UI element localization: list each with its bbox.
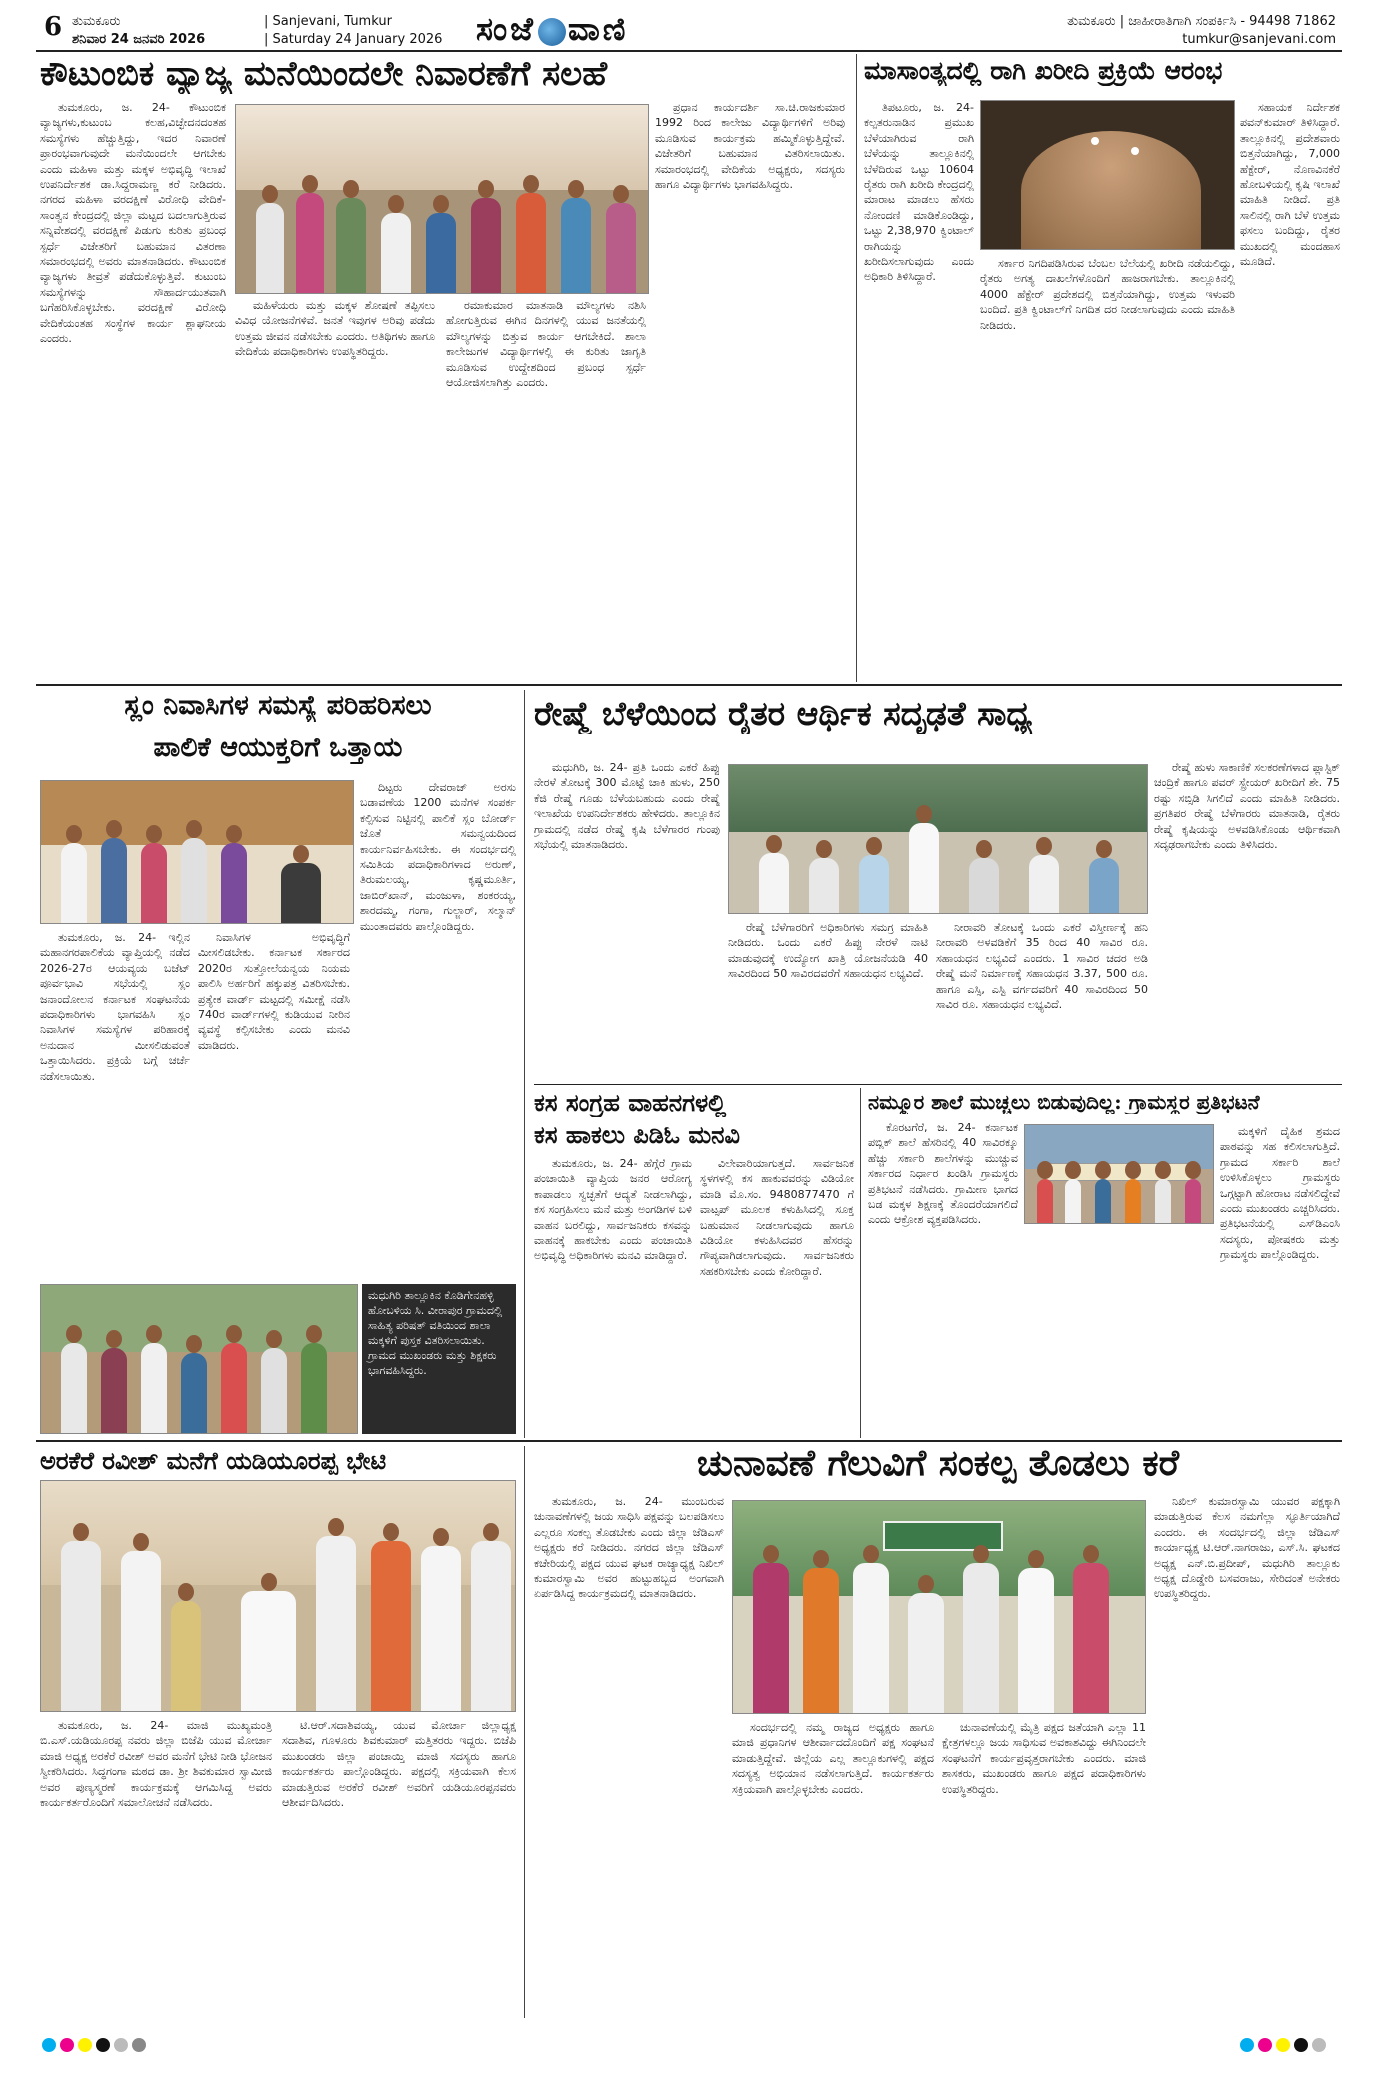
article-body	[1240, 100, 1340, 676]
registration-dot	[132, 2038, 146, 2052]
print-registration	[36, 2030, 1342, 2060]
article-text: ಮಕ್ಕಳಿಗೆ ದೈಹಿಕ ಶ್ರಮದ ಪಾಠವನ್ನು ಸಹ ಕಲಿಸಲಾಗುತ್ತಿದೆ. ಗ್ರಾಮದ ಸರ್ಕಾರಿ ಶಾಲೆ ಉಳಿಸಿಕೊಳ್ಳಲು ಗ್ರಾಮಸ್ಥರು ಒಗ್ಗಟ್ಟಾಗಿ ಹೋರಾಟ ನಡೆಸಲಿದ್ದೇವೆ ಎಂದು ಮುಖಂಡರು ಎಚ್ಚರಿಸಿದರು. ಪ್ರತಿಭಟನೆಯಲ್ಲಿ ಎಸ್‌ಡಿಎಂಸಿ ಸದಸ್ಯರು, ಪೋಷಕರು ಮತ್ತು ಗ್ರಾಮಸ್ಥರು ಪಾಲ್ಗೊಂಡಿದ್ದರು.	[1220, 1125, 1340, 1262]
article-text: ಟಿ.ಆರ್.ಸದಾಶಿವಯ್ಯ, ಯುವ ಮೋರ್ಚಾ ಜಿಲ್ಲಾಧ್ಯಕ್ಷ ಸದಾಶಿವ, ಗೂಳೂರು ಶಿವಕುಮಾರ್ ಮತ್ತಿತರರು ಇದ್ದರು. ಬಿಜೆಪಿ ಮುಖಂಡರು ಜಿಲ್ಲಾ ಪಂಚಾಯ್ತಿ ಮಾಜಿ ಸದಸ್ಯರು ಹಾಗೂ ಕಾರ್ಯಕರ್ತರು ಪಾಲ್ಗೊಂಡಿದ್ದರು. ಪಕ್ಷದಲ್ಲಿ ಸಕ್ರಿಯವಾಗಿ ಕೆಲಸ ಮಾಡುತ್ತಿರುವ ಅರಕೆರೆ ರವೀಶ್ ಅವರಿಗೆ ಯಡಿಯೂರಪ್ಪನವರು ಆಶೀರ್ವದಿಸಿದರು.	[282, 1719, 516, 1810]
masthead-rule	[36, 50, 1342, 52]
article-text: ನೀರಾವರಿ ತೋಟಕ್ಕೆ ಒಂದು ಎಕರೆ ವಿಸ್ತೀರ್ಣಕ್ಕೆ ಹನಿ ನೀರಾವರಿ ಅಳವಡಿಕೆಗೆ 35 ರಿಂದ 40 ಸಾವಿರ ರೂ. ಸಹಾಯಧನ ಲಭ್ಯವಿದೆ ಎಂದರು. 1 ಸಾವಿರ ಚದರ ಅಡಿ ರೇಷ್ಮೆ ಮನೆ ನಿರ್ಮಾಣಕ್ಕೆ ಸಹಾಯಧನ 3.37, 500 ರೂ. ಹಾಗೂ ಎಸ್ಸಿ, ಎಸ್ಟಿ ವರ್ಗದವರಿಗೆ 40 ಸಾವಿರದಿಂದ 50 ಸಾವಿರ ರೂ. ಸಹಾಯಧನ ಲಭ್ಯವಿದೆ.	[936, 921, 1148, 1012]
section-divider	[36, 684, 1342, 686]
article-text: ಸಂದರ್ಭದಲ್ಲಿ ನಮ್ಮ ರಾಜ್ಯದ ಅಧ್ಯಕ್ಷರು ಹಾಗೂ ಮಾಜಿ ಪ್ರಧಾನಿಗಳ ಆಶೀರ್ವಾದದೊಂದಿಗೆ ಪಕ್ಷ ಸಂಘಟನೆ ಮಾಡುತ್ತಿದ್ದೇವೆ. ಜಿಲ್ಲೆಯ ಎಲ್ಲ ತಾಲ್ಲೂಕುಗಳಲ್ಲಿ ಪಕ್ಷದ ಸದಸ್ಯತ್ವ ಅಭಿಯಾನ ನಡೆಸಲಾಗುತ್ತಿದೆ. ಕಾರ್ಯಕರ್ತರು ಸಕ್ರಿಯವಾಗಿ ಪಾಲ್ಗೊಳ್ಳಬೇಕು ಎಂದರು.	[732, 1721, 934, 1796]
article-text: ತುಮಕೂರು, ಜ. 24- ಮುಂಬರುವ ಚುನಾವಣೆಗಳಲ್ಲಿ ಜಯ ಸಾಧಿಸಿ ಪಕ್ಷವನ್ನು ಬಲಪಡಿಸಲು ಎಲ್ಲರೂ ಸಂಕಲ್ಪ ತೊಡಬೇಕು ಎಂದು ಜಿಲ್ಲಾ ಜೆಡಿಎಸ್ ಅಧ್ಯಕ್ಷರು ಕರೆ ನೀಡಿದರು. ನಗರದ ಜಿಲ್ಲಾ ಜೆಡಿಎಸ್ ಕಚೇರಿಯಲ್ಲಿ ಪಕ್ಷದ ಯುವ ಘಟಕ ರಾಜ್ಯಾಧ್ಯಕ್ಷ ನಿಖಿಲ್ ಕುಮಾರಸ್ವಾಮಿ ಅವರ ಹುಟ್ಟುಹಬ್ಬದ ಅಂಗವಾಗಿ ಏರ್ಪಡಿಸಿದ್ದ ಕಾರ್ಯಕ್ರಮದಲ್ಲಿ ಮಾತನಾಡಿದರು.	[534, 1495, 724, 1601]
article-body	[942, 1720, 1146, 2014]
article-text: ಸರ್ಕಾರ ನಿಗದಿಪಡಿಸಿರುವ ಬೆಂಬಲ ಬೆಲೆಯಲ್ಲಿ ಖರೀದಿ ನಡೆಯಲಿದ್ದು, ರೈತರು ಅಗತ್ಯ ದಾಖಲೆಗಳೊಂದಿಗೆ ಹಾಜರಾಗಬೇಕು. ತಾಲ್ಲೂಕಿನಲ್ಲಿ 4000 ಹೆಕ್ಟೇರ್ ಪ್ರದೇಶದಲ್ಲಿ ಬಿತ್ತನೆಯಾಗಿದ್ದು, ಉತ್ತಮ ಇಳುವರಿ ಬಂದಿದೆ. ಪ್ರತಿ ಕ್ವಿಂಟಾಲ್‌ಗೆ ನಿಗದಿತ ದರ ನೀಡಲಾಗುವುದು ಎಂದು ಮಾಹಿತಿ ನೀಡಿದರು.	[980, 257, 1235, 332]
registration-dot	[60, 2038, 74, 2052]
article-headline: ಅರಕೆರೆ ರವೀಶ್ ಮನೆಗೆ ಯಡಿಯೂರಪ್ಪ ಭೇಟಿ	[40, 1446, 387, 1475]
masthead-date-kn: ಶನಿವಾರ 24 ಜನವರಿ 2026	[72, 32, 206, 47]
article-text: ಚುನಾವಣೆಯಲ್ಲಿ ಮೈತ್ರಿ ಪಕ್ಷದ ಜತೆಯಾಗಿ ಎಲ್ಲಾ 11 ಕ್ಷೇತ್ರಗಳಲ್ಲೂ ಜಯ ಸಾಧಿಸುವ ಅವಕಾಶವಿದ್ದು ಈಗಿನಿಂದಲೇ ಸಂಘಟನೆಗೆ ಕಾರ್ಯಪ್ರವೃತ್ತರಾಗಬೇಕು ಎಂದರು. ಮಾಜಿ ಶಾಸಕರು, ಮುಖಂಡರು ಹಾಗೂ ಪಕ್ಷದ ಪದಾಧಿಕಾರಿಗಳು ಉಪಸ್ಥಿತರಿದ್ದರು.	[942, 1721, 1146, 1796]
article-body	[40, 100, 226, 678]
registration-dot	[1294, 2038, 1308, 2052]
article-text: ಸಹಾಯಕ ನಿರ್ದೇಶಕ ಪವನ್‌ಕುಮಾರ್ ತಿಳಿಸಿದ್ದಾರೆ. ತಾಲ್ಲೂಕಿನಲ್ಲಿ ಪ್ರದೇಶವಾರು ಬಿತ್ತನೆಯಾಗಿದ್ದು, 7,000 ಹೆಕ್ಟೇರ್, ನೊಣವಿನಕೆರೆ ಹೋಬಳಿಯಲ್ಲಿ ಕೃಷಿ ಇಲಾಖೆ ಮಾಹಿತಿ ನೀಡಿದೆ. ಪ್ರತಿ ಸಾಲಿನಲ್ಲಿ ರಾಗಿ ಬೆಳೆ ಉತ್ತಮ ಫಸಲು ಬಂದಿದ್ದು, ರೈತರ ಮುಖದಲ್ಲಿ ಮಂದಹಾಸ ಮೂಡಿದೆ.	[1240, 101, 1340, 269]
registration-dot	[42, 2038, 56, 2052]
section-divider	[534, 1084, 1342, 1085]
article-body	[534, 760, 720, 1078]
article-text: ಮಹಿಳೆಯರು ಮತ್ತು ಮಕ್ಕಳ ಶೋಷಣೆ ತಪ್ಪಿಸಲು ವಿವಿಧ ಯೋಜನೆಗಳಿವೆ. ಜನತೆ ಇವುಗಳ ಅರಿವು ಪಡೆದು ಉತ್ತಮ ಜೀವನ ನಡೆಸಬೇಕು ಎಂದರು. ಅತಿಥಿಗಳು ಹಾಗೂ ವೇದಿಕೆಯ ಪದಾಧಿಕಾರಿಗಳು ಉಪಸ್ಥಿತರಿದ್ದರು.	[235, 299, 435, 359]
ad-contact: ತುಮಕೂರು | ಜಾಹೀರಾತಿಗಾಗಿ ಸಂಪರ್ಕಿಸಿ - 94498 71862	[1067, 14, 1336, 29]
globe-icon	[538, 18, 566, 46]
photo-silk-meeting	[728, 764, 1148, 914]
article-text: ನಿಖಿಲ್ ಕುಮಾರಸ್ವಾಮಿ ಯುವರ ಪಕ್ಷಕ್ಕಾಗಿ ಮಾಡುತ್ತಿರುವ ಕೆಲಸ ನಮಗೆಲ್ಲಾ ಸ್ಫೂರ್ತಿಯಾಗಿದೆ ಎಂದರು. ಈ ಸಂದರ್ಭದಲ್ಲಿ ಜಿಲ್ಲಾ ಜೆಡಿಎಸ್ ಕಾರ್ಯಾಧ್ಯಕ್ಷ ಟಿ.ಆರ್.ನಾಗರಾಜು, ಎಸ್.ಸಿ. ಘಟಕದ ಅಧ್ಯಕ್ಷ ಎನ್.ಬಿ.ಪ್ರದೀಪ್, ಮಧುಗಿರಿ ತಾಲ್ಲೂಕು ಅಧ್ಯಕ್ಷ ದೊಡ್ಡೇರಿ ಬಸವರಾಜು, ಸೇರಿದಂತೆ ಅನೇಕರು ಉಪಸ್ಥಿತರಿದ್ದರು.	[1154, 1495, 1340, 1601]
column-divider	[860, 1088, 861, 1438]
registration-dot	[1240, 2038, 1254, 2052]
article-body	[655, 100, 845, 678]
article-body	[868, 1120, 1018, 1436]
article-text: ತುಮಕೂರು, ಜ. 24- ಕೌಟುಂಬಿಕ ವ್ಯಾಜ್ಯಗಳು,ಕುಟುಂಬ ಕಲಹ,ವಿಚ್ಛೇದನದಂತಹ ಸಮಸ್ಯೆಗಳು ಹೆಚ್ಚುತ್ತಿದ್ದು, ಇದರ ನಿವಾರಣೆ ಪ್ರಾರಂಭವಾಗುವುದೇ ಮನೆಯಿಂದಲೇ ಆಗಬೇಕು ಎಂದು ಮಹಿಳಾ ಮತ್ತು ಮಕ್ಕಳ ಅಭಿವೃದ್ಧಿ ಇಲಾಖೆ ಉಪನಿರ್ದೇಶಕ ಡಾ.ಸಿದ್ದರಾಮಣ್ಣ ಕರೆ ನೀಡಿದರು. ನಗರದ ಮಹಿಳಾ ವರದಕ್ಷಿಣೆ ವಿರೋಧಿ ವೇದಿಕೆ-ಸಾಂತ್ವನ ಕೇಂದ್ರದಲ್ಲಿ ಜಿಲ್ಲಾ ಮಟ್ಟದ ಬದಲಾಗುತ್ತಿರುವ ಸನ್ನಿವೇಶದಲ್ಲಿ ವರದಕ್ಷಿಣೆ ಪಿಡುಗು ಕುರಿತು ಪ್ರಬಂಧ ಸ್ಪರ್ಧೆ ವಿಜೇತರಿಗೆ ಬಹುಮಾನ ವಿತರಣಾ ಸಮಾರಂಭದಲ್ಲಿ ಅವರು ಮಾತನಾಡಿದರು. ಕೌಟುಂಬಿಕ ವ್ಯಾಜ್ಯಗಳು ತೀವ್ರತೆ ಪಡೆದುಕೊಳ್ಳುತ್ತಿವೆ. ಕುಟುಂಬ ಸಮಸ್ಯೆಗಳನ್ನು ಸೌಹಾರ್ದಯುತವಾಗಿ ಬಗೆಹರಿಸಿಕೊಳ್ಳಬೇಕು. ವರದಕ್ಷಿಣೆ ವಿರೋಧಿ ವೇದಿಕೆಯಂತಹ ಸಂಸ್ಥೆಗಳ ಕಾರ್ಯ ಶ್ಲಾಘನೀಯ ಎಂದರು.	[40, 101, 226, 346]
email: tumkur@sanjevani.com	[1182, 32, 1336, 47]
masthead-brand: | Sanjevani, Tumkur	[264, 14, 392, 29]
article-text: ತುಮಕೂರು, ಜ. 24- ಹೆಗ್ಗೆರೆ ಗ್ರಾಮ ಪಂಚಾಯಿತಿ ವ್ಯಾಪ್ತಿಯ ಜನರ ಆರೋಗ್ಯ ಕಾಪಾಡಲು ಸ್ವಚ್ಛತೆಗೆ ಆದ್ಯತೆ ನೀಡಲಾಗಿದ್ದು, ಕಸ ಸಂಗ್ರಹಿಸಲು ಮನೆ ಮತ್ತು ಅಂಗಡಿಗಳ ಬಳಿ ವಾಹನ ಬರಲಿದ್ದು, ಸಾರ್ವಜನಿಕರು ಕಸವನ್ನು ವಾಹನಕ್ಕೆ ಹಾಕಬೇಕು ಎಂದು ಪಂಚಾಯಿತಿ ಅಭಿವೃದ್ಧಿ ಅಧಿಕಾರಿಗಳು ಮನವಿ ಮಾಡಿದ್ದಾರೆ.	[534, 1157, 692, 1263]
article-body	[700, 1156, 854, 1436]
article-body	[534, 1156, 692, 1436]
logo-left: ಸಂಜೆ	[476, 10, 536, 48]
article-text: ನಿವಾಸಿಗಳ ಅಭಿವೃದ್ಧಿಗೆ ಮೀಸಲಿಡಬೇಕು. ಕರ್ನಾಟಕ ಸರ್ಕಾರದ 2020ರ ಸುತ್ತೋಲೆಯನ್ವಯ ನಿಯಮ ಪಾಲಿಸಿ ಅರ್ಹರಿಗೆ ಹಕ್ಕುಪತ್ರ ವಿತರಿಸಬೇಕು. ಪ್ರತ್ಯೇಕ ವಾರ್ಡ್ ಮಟ್ಟದಲ್ಲಿ ಸಮೀಕ್ಷೆ ನಡೆಸಿ 740ರ ವಾರ್ಡ್‌ಗಳಲ್ಲಿ ಕುಡಿಯುವ ನೀರಿನ ವ್ಯವಸ್ಥೆ ಕಲ್ಪಿಸಬೇಕು ಎಂದು ಮನವಿ ಮಾಡಿದರು.	[198, 931, 350, 1052]
article-headline: ಮಾಸಾಂತ್ಯದಲ್ಲಿ ರಾಗಿ ಖರೀದಿ ಪ್ರಕ್ರಿಯೆ ಆರಂಭ	[864, 56, 1223, 85]
photo-ragi-heap	[980, 100, 1235, 250]
article-headline: ಚುನಾವಣೆ ಗೆಲುವಿಗೆ ಸಂಕಲ್ಪ ತೊಡಲು ಕರೆ	[696, 1442, 1180, 1484]
article-headline: ಕೌಟುಂಬಿಕ ವ್ಯಾಜ್ಯ ಮನೆಯಿಂದಲೇ ನಿವಾರಣೆಗೆ ಸಲಹೆ	[40, 54, 608, 94]
logo	[476, 10, 628, 49]
column-divider	[524, 690, 525, 1438]
article-text: ದಿಟ್ಟರು ದೇವರಾಜ್ ಅರಸು ಬಡಾವಣೆಯ 1200 ಮನೆಗಳ ಸಂಪರ್ಕ ಕಲ್ಪಿಸುವ ನಿಟ್ಟಿನಲ್ಲಿ ಪಾಲಿಕೆ ಸ್ಲಂ ಬೋರ್ಡ್ ಜೊತೆ ಸಮನ್ವಯದಿಂದ ಕಾರ್ಯನಿರ್ವಹಿಸಬೇಕು. ಈ ಸಂದರ್ಭದಲ್ಲಿ ಸಮಿತಿಯ ಪದಾಧಿಕಾರಿಗಳಾದ ಅರುಣ್, ತಿರುಮಲಯ್ಯ, ಕೃಷ್ಣಮೂರ್ತಿ, ಜಾಬಿರ್‌ಖಾನ್, ಮಂಜುಳಾ, ಶಂಕರಯ್ಯ, ಶಾರದಮ್ಮ, ಗಂಗಾ, ಗುಲ್ಜಾರ್, ಸಲ್ಮಾನ್ ಮುಂತಾದವರು ಪಾಲ್ಗೊಂಡಿದ್ದರು.	[360, 781, 516, 933]
article-body	[980, 256, 1235, 676]
article-body	[360, 780, 516, 1280]
registration-dot	[1276, 2038, 1290, 2052]
article-headline: ಕಸ ಹಾಕಲು ಪಿಡಿಓ ಮನವಿ	[534, 1120, 740, 1149]
photo-memorandum	[40, 780, 354, 924]
article-body	[936, 920, 1148, 1078]
article-body	[446, 298, 646, 678]
registration-dot	[114, 2038, 128, 2052]
article-text: ತುಮಕೂರು, ಜ. 24- ಇಲ್ಲಿನ ಮಹಾನಗರಪಾಲಿಕೆಯ ವ್ಯಾಪ್ತಿಯಲ್ಲಿ ನಡೆದ 2026-27ರ ಆಯವ್ಯಯ ಬಜೆಟ್ ಪೂರ್ವಭಾವಿ ಸಭೆಯಲ್ಲಿ ಸ್ಲಂ ಜನಾಂದೋಲನ ಕರ್ನಾಟಕ ಸಂಘಟನೆಯ ಪದಾಧಿಕಾರಿಗಳು ಭಾಗವಹಿಸಿ ಸ್ಲಂ ನಿವಾಸಿಗಳ ಸಮಸ್ಯೆಗಳ ಪರಿಹಾರಕ್ಕೆ ಅನುದಾನ ಮೀಸಲಿಡುವಂತೆ ಒತ್ತಾಯಿಸಿದರು. ಪ್ರಕ್ರಿಯೆ ಬಗ್ಗೆ ಚರ್ಚೆ ನಡೆಸಲಾಯಿತು.	[40, 931, 190, 1083]
article-headline: ಸ್ಲಂ ನಿವಾಸಿಗಳ ಸಮಸ್ಯೆ ಪರಿಹರಿಸಲು	[124, 690, 432, 721]
article-body	[282, 1718, 516, 2014]
article-text: ತಿಪಟೂರು, ಜ. 24- ಕಲ್ಪತರುನಾಡಿನ ಪ್ರಮುಖ ಬೆಳೆಯಾಗಿರುವ ರಾಗಿ ಬೆಳೆಯನ್ನು ತಾಲ್ಲೂಕಿನಲ್ಲಿ ಬೆಳೆದಿರುವ ಒಟ್ಟು 10604 ರೈತರು ರಾಗಿ ಖರೀದಿ ಕೇಂದ್ರದಲ್ಲಿ ಮಾರಾಟ ಮಾಡಲು ಹೆಸರು ನೋಂದಣಿ ಮಾಡಿಕೊಂಡಿದ್ದು, ಒಟ್ಟು 2,38,970 ಕ್ವಿಂಟಾಲ್ ರಾಗಿಯನ್ನು ಖರೀದಿಸಲಾಗುವುದು ಎಂದು ಅಧಿಕಾರಿ ತಿಳಿಸಿದ್ದಾರೆ.	[864, 101, 974, 284]
masthead-date-en: | Saturday 24 January 2026	[264, 32, 443, 47]
article-body	[1154, 760, 1340, 1078]
article-body	[1220, 1124, 1340, 1436]
registration-dot	[78, 2038, 92, 2052]
photo-jds-event	[732, 1500, 1146, 1714]
article-headline: ನಮ್ಮೂರ ಶಾಲೆ ಮುಚ್ಚಲು ಬಿಡುವುದಿಲ್ಲ: ಗ್ರಾಮಸ್ಥರ ಪ್ರತಿಭಟನೆ	[868, 1090, 1260, 1114]
article-body	[198, 930, 350, 1280]
photo-award-ceremony	[235, 104, 649, 294]
article-text: ವಿಲೇವಾರಿಯಾಗುತ್ತದೆ. ಸಾರ್ವಜನಿಕ ಸ್ಥಳಗಳಲ್ಲಿ ಕಸ ಹಾಕುವವರನ್ನು ವಿಡಿಯೋ ಮಾಡಿ ಮೊ.ಸಂ. 9480877470 ಗೆ ವಾಟ್ಸಪ್ ಮೂಲಕ ಕಳುಹಿಸಿದಲ್ಲಿ ಸೂಕ್ತ ಬಹುಮಾನ ನೀಡಲಾಗುವುದು ಹಾಗೂ ವಿಡಿಯೋ ಕಳುಹಿಸಿದವರ ಹೆಸರನ್ನು ಗೌಪ್ಯವಾಗಿಡಲಾಗುವುದು. ಸಾರ್ವಜನಿಕರು ಸಹಕರಿಸಬೇಕು ಎಂದು ಕೋರಿದ್ದಾರೆ.	[700, 1157, 854, 1278]
column-divider	[524, 1446, 525, 2018]
masthead	[36, 10, 1342, 48]
logo-right: ವಾಣಿ	[567, 10, 629, 48]
registration-dot	[1258, 2038, 1272, 2052]
column-divider	[856, 54, 857, 682]
article-text: ರೇಷ್ಮೆ ಬೆಳೆಗಾರರಿಗೆ ಅಧಿಕಾರಿಗಳು ಸಮಗ್ರ ಮಾಹಿತಿ ನೀಡಿದರು. ಒಂದು ಎಕರೆ ಹಿಪ್ಪು ನೇರಳೆ ನಾಟಿ ಮಾಡುವುದಕ್ಕೆ ಉದ್ಯೋಗ ಖಾತ್ರಿ ಯೋಜನೆಯಡಿ 40 ಸಾವಿರದಿಂದ 50 ಸಾವಿರದವರೆಗೆ ಸಹಾಯಧನ ಲಭ್ಯವಿದೆ.	[728, 921, 928, 981]
registration-dot	[96, 2038, 110, 2052]
article-text: ಮಧುಗಿರಿ, ಜ. 24- ಪ್ರತಿ ಒಂದು ಎಕರೆ ಹಿಪ್ಪು ನೇರಳೆ ತೋಟಕ್ಕೆ 300 ಮೊಟ್ಟೆ ಚಾಕಿ ಹುಳು, 250 ಕೆಜಿ ರೇಷ್ಮೆ ಗೂಡು ಬೆಳೆಯಬಹುದು ಎಂದು ರೇಷ್ಮೆ ಇಲಾಖೆಯ ಉಪನಿರ್ದೇಶಕರು ಹೇಳಿದರು. ತಾಲ್ಲೂಕಿನ ಗ್ರಾಮದಲ್ಲಿ ನಡೆದ ರೇಷ್ಮೆ ಕೃಷಿ ಬೆಳೆಗಾರರ ಗುಂಪು ಸಭೆಯಲ್ಲಿ ಮಾತನಾಡಿದರು.	[534, 761, 720, 852]
article-text: ಕೊರಟಗೆರೆ, ಜ. 24- ಕರ್ನಾಟಕ ಪಬ್ಲಿಕ್ ಶಾಲೆ ಹೆಸರಿನಲ್ಲಿ 40 ಸಾವಿರಕ್ಕೂ ಹೆಚ್ಚು ಸರ್ಕಾರಿ ಶಾಲೆಗಳನ್ನು ಮುಚ್ಚುವ ಸರ್ಕಾರದ ನಿರ್ಧಾರ ಖಂಡಿಸಿ ಗ್ರಾಮಸ್ಥರು ಪ್ರತಿಭಟನೆ ನಡೆಸಿದರು. ಗ್ರಾಮೀಣ ಭಾಗದ ಬಡ ಮಕ್ಕಳ ಶಿಕ್ಷಣಕ್ಕೆ ತೊಂದರೆಯಾಗಲಿದೆ ಎಂದು ಆಕ್ರೋಶ ವ್ಯಕ್ತಪಡಿಸಿದರು.	[868, 1121, 1018, 1227]
article-text: ರೇಷ್ಮೆ ಹುಳು ಸಾಕಾಣಿಕೆ ಸಲಕರಣೆಗಳಾದ ಪ್ಲಾಸ್ಟಿಕ್ ಚಂದ್ರಿಕೆ ಹಾಗೂ ಪವರ್ ಸ್ಪ್ರೇಯರ್ ಖರೀದಿಗೆ ಶೇ. 75 ರಷ್ಟು ಸಬ್ಸಿಡಿ ಸಿಗಲಿದೆ ಎಂದು ಮಾಹಿತಿ ನೀಡಿದರು. ಪ್ರಗತಿಪರ ರೇಷ್ಮೆ ಬೆಳೆಗಾರರು ಮಾತನಾಡಿ, ರೈತರು ರೇಷ್ಮೆ ಕೃಷಿಯನ್ನು ಅಳವಡಿಸಿಕೊಂಡು ಆರ್ಥಿಕವಾಗಿ ಸದೃಢರಾಗಬೇಕು ಎಂದು ತಿಳಿಸಿದರು.	[1154, 761, 1340, 852]
article-body	[732, 1720, 934, 2014]
article-headline: ರೇಷ್ಮೆ ಬೆಳೆಯಿಂದ ರೈತರ ಆರ್ಥಿಕ ಸದೃಢತೆ ಸಾಧ್ಯ	[534, 694, 1033, 733]
photo-leaders-visit	[40, 1480, 516, 1712]
article-body	[1154, 1494, 1340, 2014]
article-body	[235, 298, 435, 678]
article-text: ರಮಾಕುಮಾರ ಮಾತನಾಡಿ ಮೌಲ್ಯಗಳು ನಶಿಸಿ ಹೋಗುತ್ತಿರುವ ಈಗಿನ ದಿನಗಳಲ್ಲಿ ಯುವ ಜನತೆಯಲ್ಲಿ ಮೌಲ್ಯಗಳನ್ನು ಬಿತ್ತುವ ಕಾರ್ಯ ಆಗಬೇಕಿದೆ. ಶಾಲಾ ಕಾಲೇಜುಗಳ ವಿದ್ಯಾರ್ಥಿಗಳಲ್ಲಿ ಈ ಕುರಿತು ಜಾಗೃತಿ ಮೂಡಿಸುವ ಉದ್ದೇಶದಿಂದ ಪ್ರಬಂಧ ಸ್ಪರ್ಧೆ ಆಯೋಜಿಸಲಾಗಿತ್ತು ಎಂದರು.	[446, 299, 646, 390]
article-body	[40, 1718, 272, 2014]
photo-caption: ಮಧುಗಿರಿ ತಾಲ್ಲೂಕಿನ ಕೊಡಿಗೇನಹಳ್ಳಿ ಹೋಬಳಿಯ ಸಿ. ವೀರಾಪುರ ಗ್ರಾಮದಲ್ಲಿ ಸಾಹಿತ್ಯ ಪರಿಷತ್ ವತಿಯಿಂದ ಶಾಲಾ ಮಕ್ಕಳಿಗೆ ಪುಸ್ತಕ ವಿತರಿಸಲಾಯಿತು. ಗ್ರಾಮದ ಮುಖಂಡರು ಮತ್ತು ಶಿಕ್ಷಕರು ಭಾಗವಹಿಸಿದ್ದರು.	[362, 1284, 516, 1434]
photo-book-distribution	[40, 1284, 358, 1434]
masthead-city: ತುಮಕೂರು	[72, 14, 121, 29]
page-number: 6	[44, 12, 63, 42]
article-body	[728, 920, 928, 1078]
article-headline: ಕಸ ಸಂಗ್ರಹ ವಾಹನಗಳಲ್ಲಿ	[534, 1088, 727, 1117]
article-body	[40, 930, 190, 1280]
article-text: ತುಮಕೂರು, ಜ. 24- ಮಾಜಿ ಮುಖ್ಯಮಂತ್ರಿ ಬಿ.ಎಸ್.ಯಡಿಯೂರಪ್ಪ ನವರು ಜಿಲ್ಲಾ ಬಿಜೆಪಿ ಯುವ ಮೋರ್ಚಾ ಮಾಜಿ ಅಧ್ಯಕ್ಷ ಅರಕೆರೆ ರವೀಶ್ ಅವರ ಮನೆಗೆ ಭೇಟಿ ನೀಡಿ ಭೋಜನ ಸ್ವೀಕರಿಸಿದರು. ಸಿದ್ಧಗಂಗಾ ಮಠದ ಡಾ. ಶ್ರೀ ಶಿವಕುಮಾರ ಸ್ವಾಮೀಜಿ ಅವರ ಪುಣ್ಯಸ್ಮರಣೆ ಕಾರ್ಯಕ್ರಮಕ್ಕೆ ಆಗಮಿಸಿದ್ದ ಅವರು ಕಾರ್ಯಕರ್ತರೊಂದಿಗೆ ಸಮಾಲೋಚನೆ ನಡೆಸಿದರು.	[40, 1719, 272, 1810]
registration-dot	[1312, 2038, 1326, 2052]
photo-protest	[1024, 1124, 1214, 1224]
article-text: ಪ್ರಧಾನ ಕಾರ್ಯದರ್ಶಿ ಸಾ.ಚಿ.ರಾಜಕುಮಾರ 1992 ರಿಂದ ಕಾಲೇಜು ವಿದ್ಯಾರ್ಥಿಗಳಿಗೆ ಅರಿವು ಮೂಡಿಸುವ ಕಾರ್ಯಕ್ರಮ ಹಮ್ಮಿಕೊಳ್ಳುತ್ತಿದ್ದೇವೆ. ವಿಜೇತರಿಗೆ ಬಹುಮಾನ ವಿತರಿಸಲಾಯಿತು. ಸಮಾರಂಭದಲ್ಲಿ ವೇದಿಕೆಯ ಅಧ್ಯಕ್ಷರು, ಸದಸ್ಯರು ಹಾಗೂ ವಿದ್ಯಾರ್ಥಿಗಳು ಭಾಗವಹಿಸಿದ್ದರು.	[655, 101, 845, 192]
article-body	[864, 100, 974, 500]
article-body	[534, 1494, 724, 2014]
article-headline: ಪಾಲಿಕೆ ಆಯುಕ್ತರಿಗೆ ಒತ್ತಾಯ	[153, 732, 403, 763]
